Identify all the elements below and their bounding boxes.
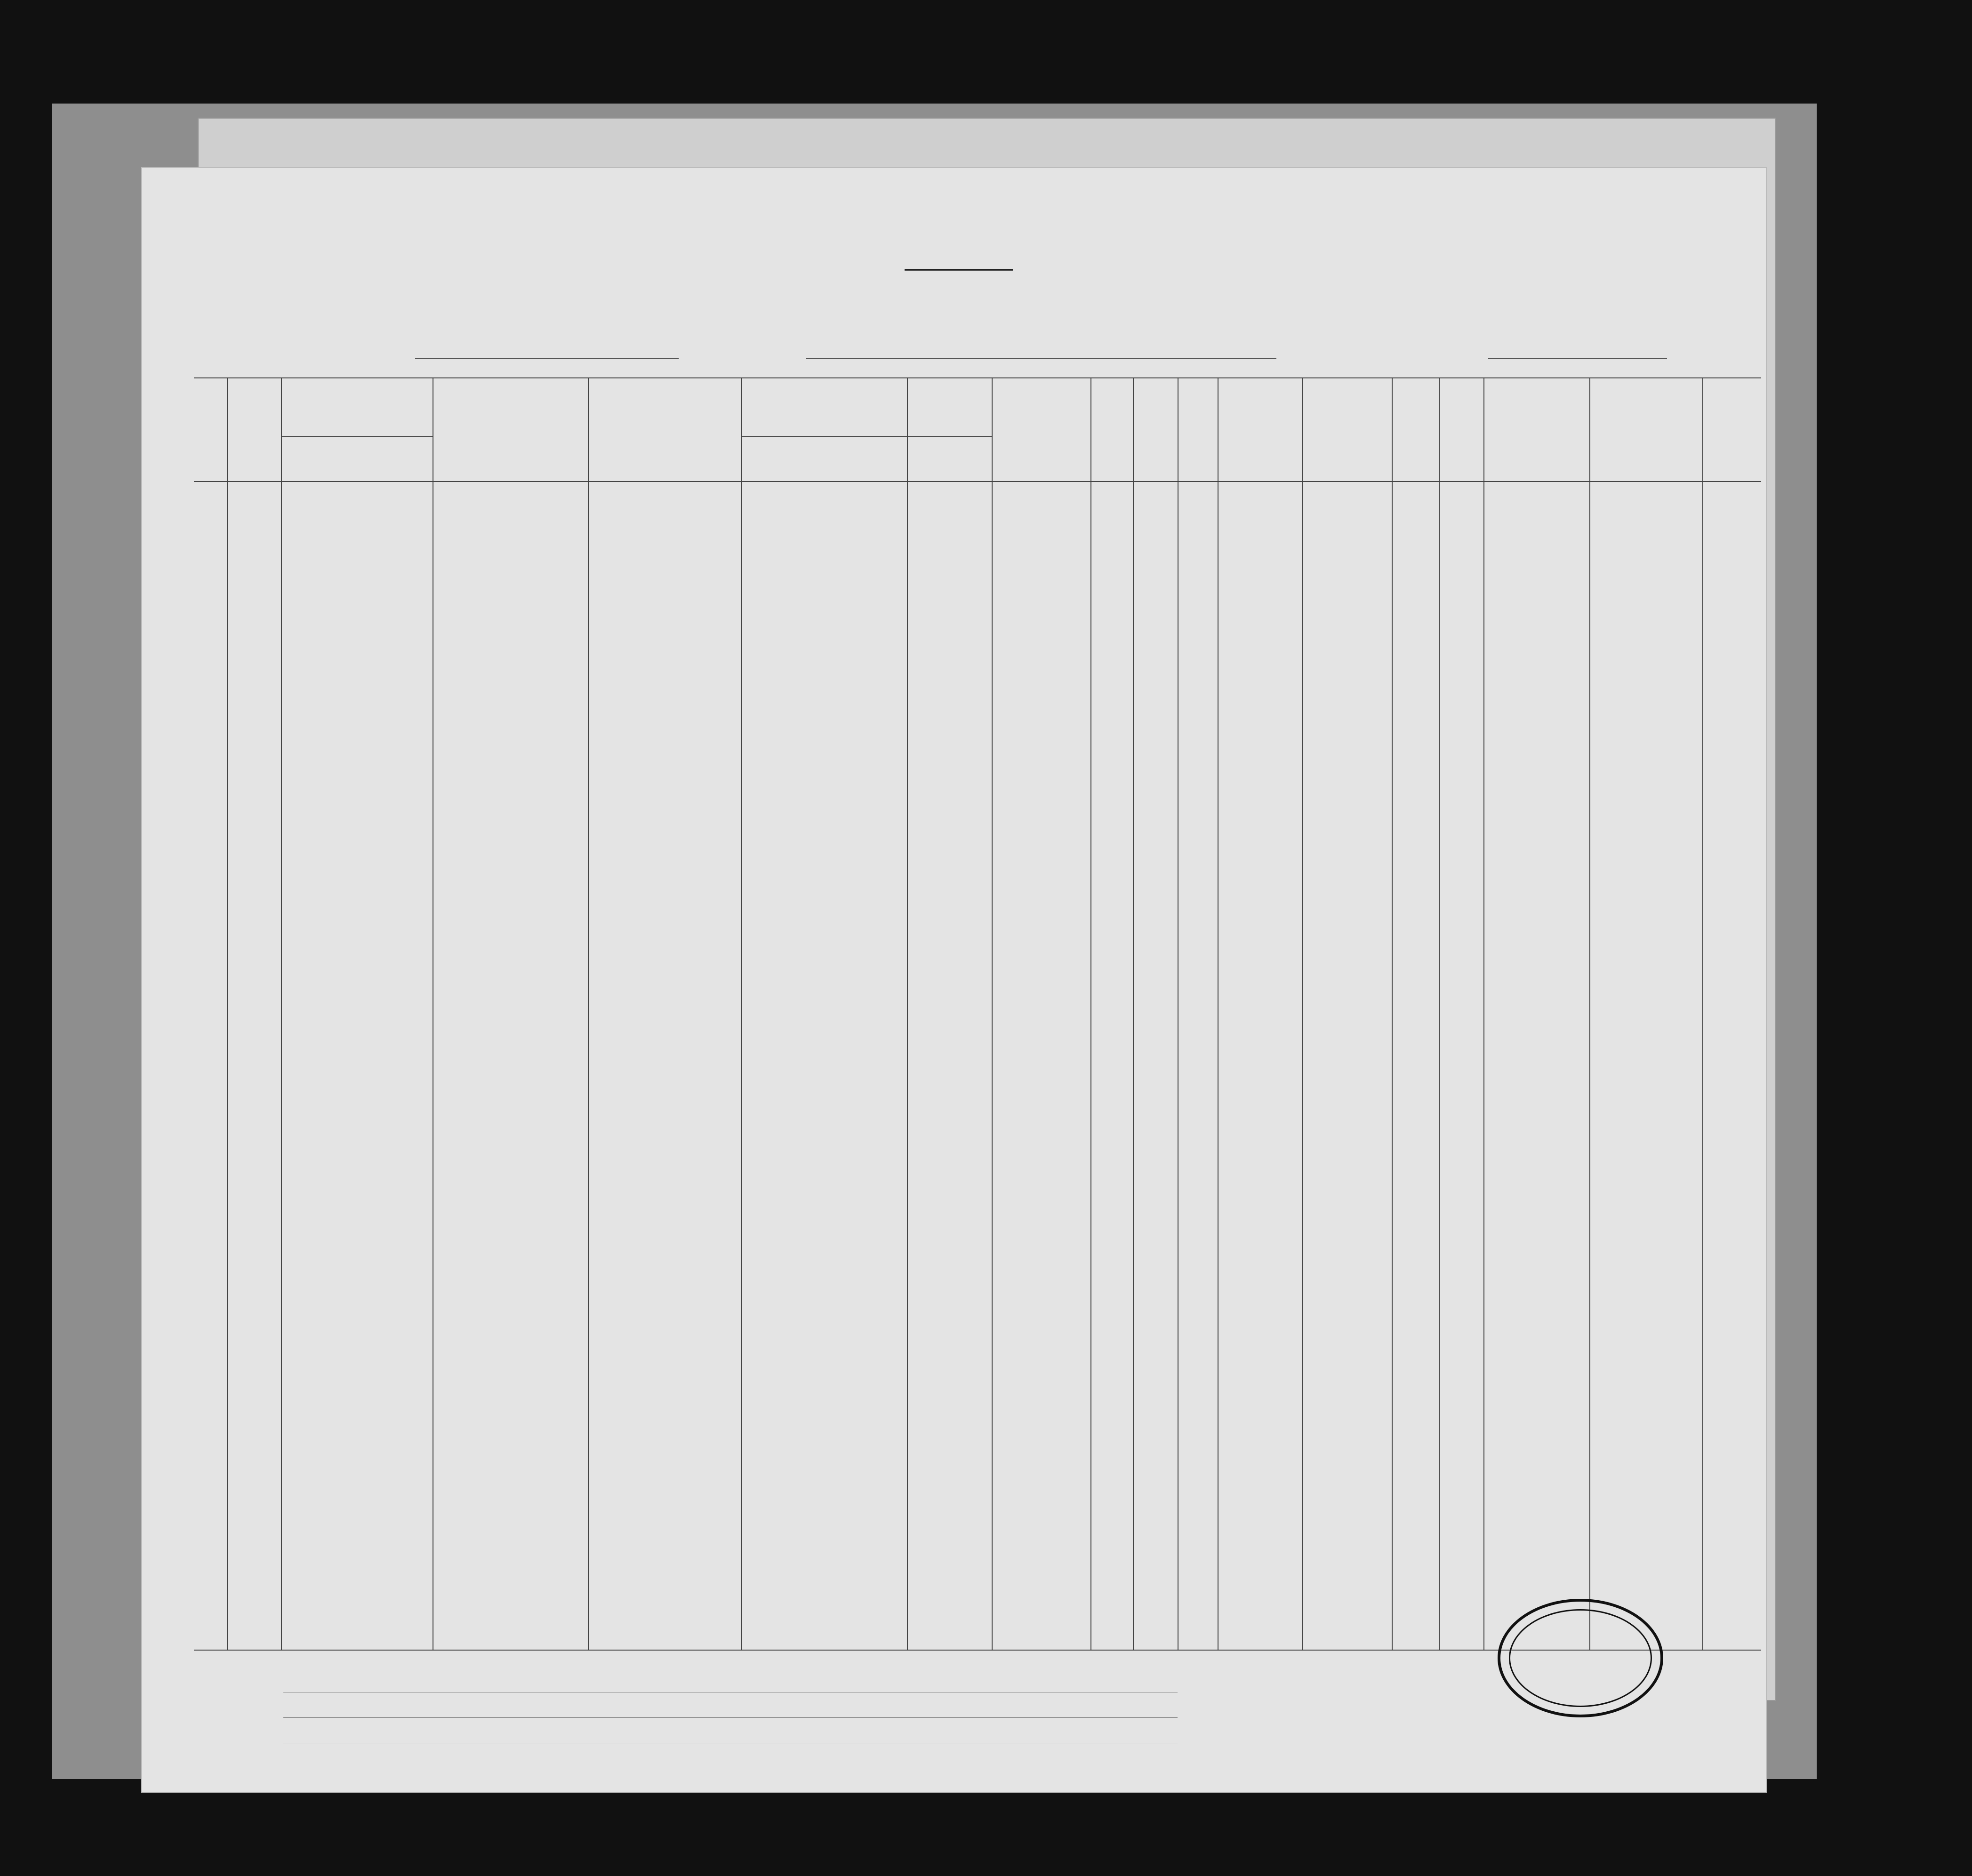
column-divider — [992, 377, 993, 1651]
glasgow-office-seal — [1498, 1599, 1663, 1717]
column-divider — [1589, 377, 1590, 1651]
column-divider — [281, 377, 282, 1651]
column-divider — [741, 377, 742, 1651]
column-divider — [1392, 377, 1393, 1651]
title-underline — [905, 269, 1013, 271]
from-rule — [1488, 358, 1667, 359]
column-divider — [1090, 377, 1091, 1651]
shipped-subheader-rule — [741, 436, 992, 437]
vessel-line — [340, 337, 1667, 359]
column-divider — [1133, 377, 1134, 1651]
column-divider — [588, 377, 589, 1651]
arriving-rule — [806, 358, 1276, 359]
column-divider — [907, 377, 908, 1651]
table-rule — [194, 377, 1761, 378]
owners-rule — [283, 1717, 1178, 1718]
column-divider — [1702, 377, 1703, 1651]
column-divider — [1483, 377, 1484, 1651]
vessel-rule — [415, 358, 679, 359]
name-subheader-rule — [281, 436, 433, 437]
column-divider — [1439, 377, 1440, 1651]
manifest-table — [194, 377, 1761, 1651]
manifest-sheet — [141, 167, 1767, 1793]
column-divider — [1302, 377, 1303, 1651]
table-rule — [194, 481, 1761, 482]
seal-inner-ring — [1509, 1609, 1652, 1707]
column-divider — [227, 377, 228, 1651]
